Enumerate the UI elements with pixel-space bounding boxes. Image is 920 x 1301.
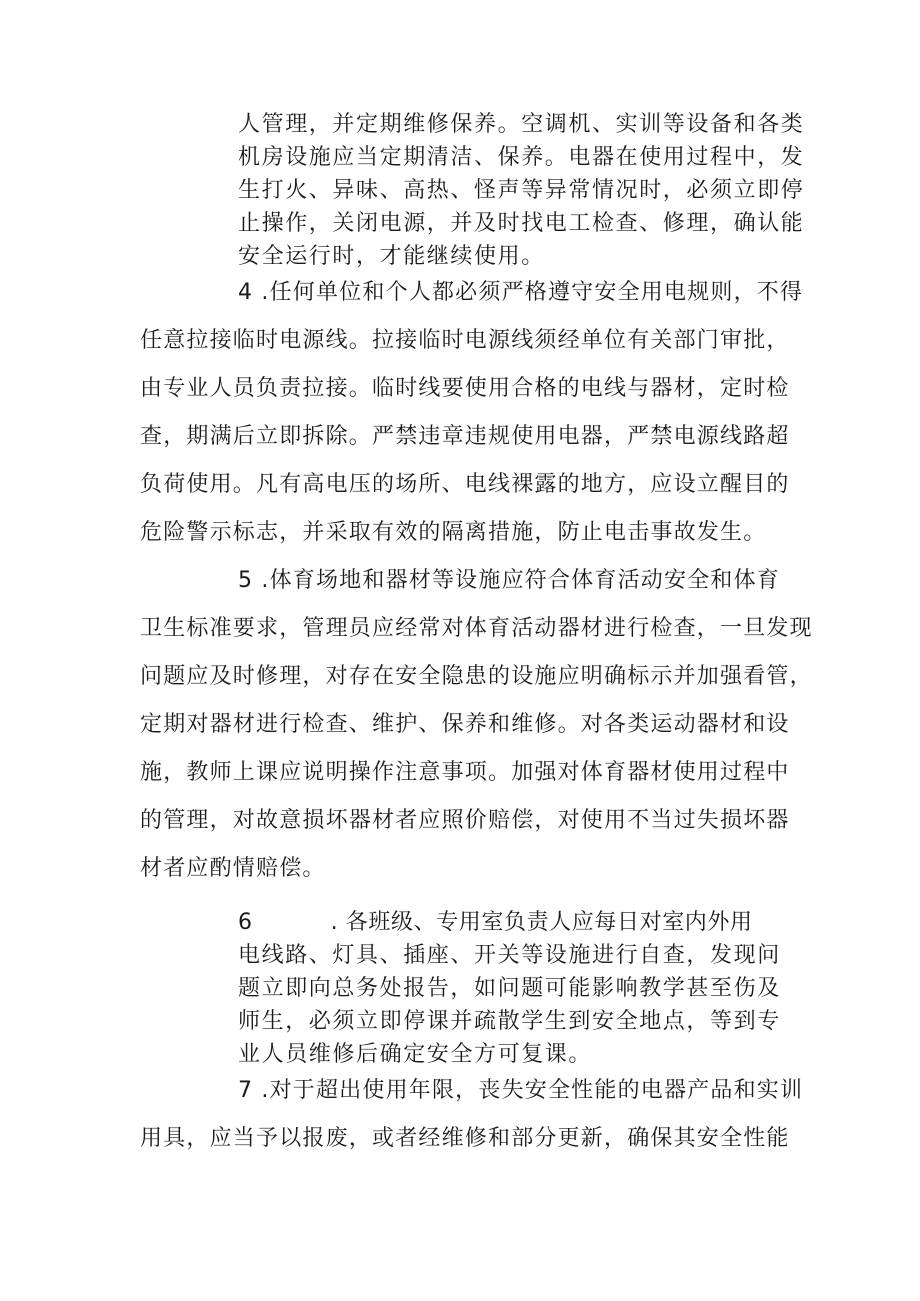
text-line: 师生，必须立即停课并疏散学生到安全地点，等到专 [238, 1009, 781, 1034]
text-line: 定期对器材进行检查、维护、保养和维修。对各类运动器材和设 [140, 712, 790, 737]
item-number: 6 [238, 910, 253, 935]
text-line: 施，教师上课应说明操作注意事项。加强对体育器材使用过程中 [140, 760, 790, 785]
text-line: 安全运行时，才能继续使用。 [238, 244, 545, 269]
text-line: 人管理，并定期维修保养。空调机、实训等设备和各类 [238, 112, 805, 137]
text-line: 生打火、异味、高热、怪声等异常情况时，必须立即停 [238, 178, 805, 203]
text-line: 5 .体育场地和器材等设施应符合体育活动安全和体育 [238, 568, 780, 593]
text-line: 机房设施应当定期清洁、保养。电器在使用过程中，发 [238, 145, 805, 170]
text-line: 题立即向总务处报告，如问题可能影响教学甚至伤及 [238, 976, 781, 1001]
text-line: 用具，应当予以报废，或者经维修和部分更新，确保其安全性能 [140, 1126, 790, 1151]
text-line: 的管理，对故意损坏器材者应照价赔偿，对使用不当过失损坏器 [140, 808, 790, 833]
item-6-first-line: . 各班级、专用室负责人应每日对室内外用 [330, 910, 753, 935]
text-line: 材者应酌情赔偿。 [140, 856, 326, 881]
text-line: 负荷使用。凡有高电压的场所、电线裸露的地方，应设立醒目的 [140, 472, 790, 497]
text-line: 业人员维修后确定安全方可复课。 [238, 1042, 593, 1067]
text-line: 问题应及时修理，对存在安全隐患的设施应明确标示并加强看管， [140, 664, 813, 689]
text-line: 止操作，关闭电源，并及时找电工检查、修理，确认能 [238, 211, 805, 236]
text-line: 危险警示标志，并采取有效的隔离措施，防止电击事故发生。 [140, 520, 767, 545]
text-line: 电线路、灯具、插座、开关等设施进行自查，发现问 [238, 943, 781, 968]
text-line: 卫生标准要求，管理员应经常对体育活动器材进行检查，一旦发现 [140, 616, 813, 641]
text-line: 由专业人员负责拉接。临时线要使用合格的电线与器材，定时检 [140, 376, 790, 401]
text-line: 任意拉接临时电源线。拉接临时电源线须经单位有关部门审批， [140, 328, 790, 353]
text-line [238, 912, 753, 934]
text-line: 查，期满后立即拆除。严禁违章违规使用电器，严禁电源线路超 [140, 424, 790, 449]
text-line: 7 .对于超出使用年限，丧失安全性能的电器产品和实训 [238, 1078, 804, 1103]
text-line: 4 .任何单位和个人都必须严格遵守安全用电规则，不得 [238, 280, 804, 305]
